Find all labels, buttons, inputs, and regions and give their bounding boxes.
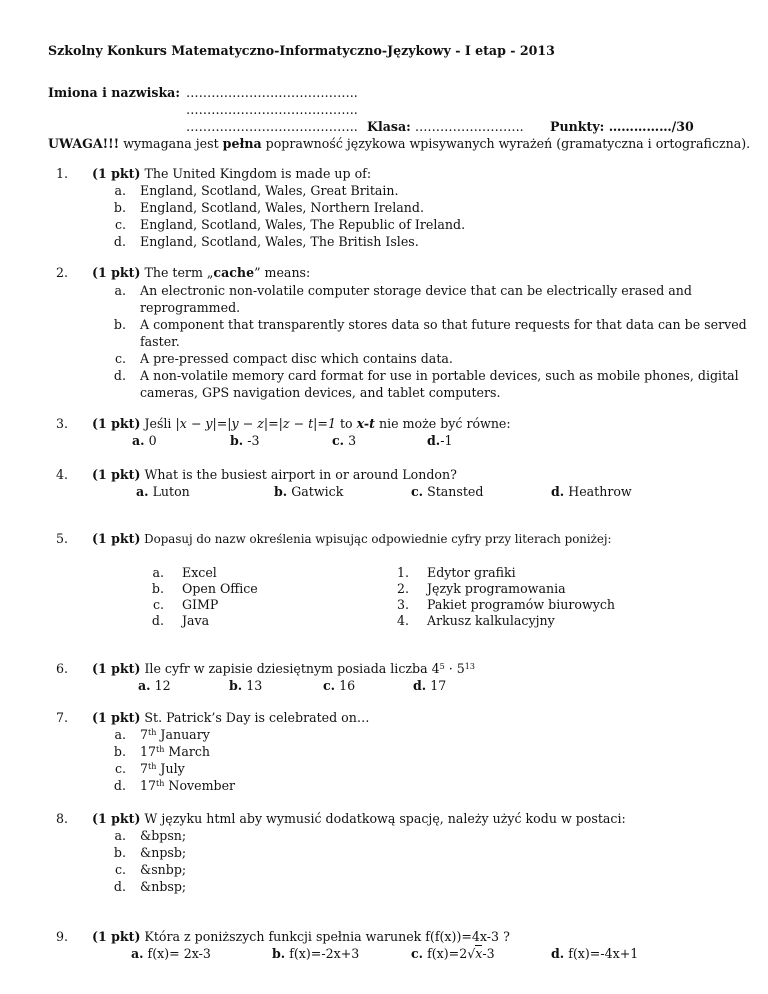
option-text: Open Office bbox=[182, 581, 258, 596]
exponent-1: 5 bbox=[439, 662, 445, 671]
question-number: 1. bbox=[55, 166, 68, 181]
question-number: 4. bbox=[55, 467, 68, 482]
points-tag: (1 pkt) bbox=[92, 265, 141, 280]
day: 17 bbox=[140, 778, 157, 793]
names-dots-line-3: ………………………………….. bbox=[186, 119, 358, 134]
option-text: England, Scotland, Wales, Great Britain. bbox=[140, 183, 399, 198]
option-text: England, Scotland, Wales, The British Isles. bbox=[140, 234, 419, 249]
question-body: St. Patrick’s Day is celebrated on… bbox=[140, 710, 370, 725]
ordinal-suffix: th bbox=[156, 779, 165, 788]
option-letter: b. bbox=[113, 744, 126, 759]
base-1: 4 bbox=[431, 661, 440, 676]
radicand: x bbox=[475, 946, 483, 961]
points-max: /30 bbox=[671, 119, 694, 134]
option-text: A component that transparently stores data so that future requests for that data can be served bbox=[140, 317, 747, 332]
option-text: 12 bbox=[154, 678, 171, 693]
option-letter: c. bbox=[411, 946, 424, 961]
option-text: 17 bbox=[430, 678, 447, 693]
question-number: 5. bbox=[55, 531, 68, 546]
question-body: What is the busiest airport in or around London? bbox=[144, 467, 457, 482]
question-number: 7. bbox=[55, 710, 68, 725]
option-letter: c. bbox=[114, 761, 126, 776]
base-2: 5 bbox=[456, 661, 465, 676]
question-number: 8. bbox=[55, 811, 68, 826]
question-text bbox=[92, 466, 457, 483]
option-d bbox=[551, 945, 638, 962]
option-letter: c. bbox=[152, 597, 164, 612]
notice bbox=[48, 135, 750, 152]
question-body: Ile cyfr w zapisie dziesiętnym posiada liczba bbox=[144, 661, 428, 676]
question-body: Jeśli bbox=[144, 416, 172, 431]
option-a bbox=[132, 432, 157, 449]
option-letter: d. bbox=[113, 234, 126, 249]
points-tag: (1 pkt) bbox=[92, 929, 141, 944]
option-text bbox=[140, 743, 210, 760]
notice-bold-2: pełna bbox=[222, 136, 262, 151]
option-text: &npsb; bbox=[140, 845, 187, 860]
notice-text-1: wymagana jest bbox=[123, 136, 219, 151]
class-field bbox=[367, 118, 524, 135]
day: 7 bbox=[140, 727, 149, 742]
option-text: Pakiet programów biurowych bbox=[427, 597, 616, 612]
option-letter: d. bbox=[551, 484, 565, 499]
option-letter: b. bbox=[274, 484, 288, 499]
option-text: Java bbox=[182, 613, 210, 628]
option-letter: d. bbox=[427, 433, 441, 448]
option-text: A pre-pressed compact disc which contains data. bbox=[140, 351, 453, 366]
option-letter: c. bbox=[114, 217, 126, 232]
option-text: 13 bbox=[246, 678, 263, 693]
option-letter: c. bbox=[323, 678, 336, 693]
option-a bbox=[138, 677, 171, 694]
option-letter: c. bbox=[411, 484, 424, 499]
option-letter: b. bbox=[272, 946, 286, 961]
option-d bbox=[551, 483, 632, 500]
question-text bbox=[92, 709, 369, 726]
question-text bbox=[92, 928, 510, 945]
option-c bbox=[323, 677, 355, 694]
option-text: &snbp; bbox=[140, 862, 187, 877]
option-letter: d. bbox=[151, 613, 164, 628]
option-letter: a. bbox=[138, 678, 151, 693]
class-dots: …………………….. bbox=[414, 119, 524, 134]
option-d bbox=[427, 432, 452, 449]
option-letter: d. bbox=[113, 368, 126, 383]
option-text: -1 bbox=[440, 433, 453, 448]
ordinal-suffix: th bbox=[148, 762, 157, 771]
option-text: &bpsn; bbox=[140, 828, 187, 843]
question-text bbox=[92, 415, 511, 432]
option-text: f(x)= 2x-3 bbox=[143, 946, 211, 961]
option-letter: a. bbox=[136, 484, 149, 499]
points-tag: (1 pkt) bbox=[92, 661, 141, 676]
month: January bbox=[160, 727, 210, 742]
option-letter: d. bbox=[551, 946, 565, 961]
question-body-end: ” means: bbox=[254, 265, 311, 280]
ordinal-suffix: th bbox=[148, 728, 157, 737]
option-text: Język programowania bbox=[427, 581, 566, 596]
names-label: Imiona i nazwiska: bbox=[48, 85, 180, 100]
option-text: Excel bbox=[182, 565, 217, 580]
option-letter: d. bbox=[113, 879, 126, 894]
page-title: Szkolny Konkurs Matematyczno-Informatyczno-Językowy - I etap - 2013 bbox=[48, 43, 555, 58]
option-text: Stansted bbox=[427, 484, 484, 499]
option-text: A non-volatile memory card format for use in portable devices, such as mobile phones, digital bbox=[140, 368, 739, 383]
formula-prefix: f(x)=2 bbox=[427, 946, 468, 961]
option-text: GIMP bbox=[182, 597, 219, 612]
option-letter: 2. bbox=[396, 581, 409, 596]
option-letter: b. bbox=[113, 317, 126, 332]
option-text: 0 bbox=[148, 433, 157, 448]
question-body: Dopasuj do nazw określenia wpisując odpowiednie cyfry przy literach poniżej: bbox=[144, 532, 612, 546]
option-letter: a. bbox=[131, 946, 144, 961]
option-letter: b. bbox=[113, 845, 126, 860]
multiply-dot: · bbox=[448, 661, 453, 676]
option-text: England, Scotland, Wales, The Republic of Ireland. bbox=[140, 217, 466, 232]
option-letter: a. bbox=[114, 283, 126, 298]
option-text: -3 bbox=[247, 433, 260, 448]
question-text bbox=[92, 810, 626, 827]
points-tag: (1 pkt) bbox=[92, 416, 141, 431]
question-text bbox=[92, 165, 371, 182]
month: November bbox=[168, 778, 236, 793]
option-text: 3 bbox=[348, 433, 357, 448]
option-text: &nbsp; bbox=[140, 879, 187, 894]
option-letter: 1. bbox=[396, 565, 409, 580]
option-text-cont: cameras, GPS navigation devices, and tablet computers. bbox=[140, 385, 501, 400]
option-text-cont: reprogrammed. bbox=[140, 300, 241, 315]
option-letter: b. bbox=[113, 200, 126, 215]
question-text bbox=[92, 660, 475, 677]
option-text: Gatwick bbox=[291, 484, 344, 499]
option-text: England, Scotland, Wales, Northern Ireland. bbox=[140, 200, 424, 215]
option-letter: a. bbox=[114, 828, 126, 843]
points-tag: (1 pkt) bbox=[92, 811, 141, 826]
option-b bbox=[229, 677, 262, 694]
exponent-2: 13 bbox=[464, 662, 475, 671]
question-number: 3. bbox=[55, 416, 68, 431]
day: 7 bbox=[140, 761, 149, 776]
question-body: The United Kingdom is made up of: bbox=[144, 166, 372, 181]
points-label: Punkty: bbox=[550, 119, 605, 134]
points-dots: …………… bbox=[608, 119, 672, 134]
option-text: An electronic non-volatile computer storage device that can be electrically erased and bbox=[140, 283, 692, 298]
notice-text-2: poprawność językowa wpisywanych wyrażeń (gramatyczna i ortograficzna). bbox=[265, 136, 751, 151]
option-text: 16 bbox=[339, 678, 356, 693]
question-body-mid: to bbox=[339, 416, 353, 431]
question-text bbox=[92, 264, 310, 281]
question-number: 6. bbox=[55, 661, 68, 676]
option-letter: c. bbox=[332, 433, 345, 448]
notice-bold: UWAGA!!! bbox=[48, 136, 120, 151]
option-text bbox=[427, 945, 495, 961]
option-letter: d. bbox=[113, 778, 126, 793]
option-letter: 3. bbox=[396, 597, 409, 612]
option-letter: b. bbox=[229, 678, 243, 693]
option-text-cont: faster. bbox=[140, 334, 180, 349]
option-b bbox=[272, 945, 359, 962]
option-letter: b. bbox=[151, 581, 164, 596]
option-letter: a. bbox=[132, 433, 145, 448]
option-b bbox=[230, 432, 260, 449]
option-letter: c. bbox=[114, 351, 126, 366]
names-dots-line-1: ………………………………….. bbox=[186, 85, 358, 100]
option-a bbox=[136, 483, 190, 500]
power-expression bbox=[432, 661, 475, 676]
option-c bbox=[411, 945, 495, 962]
option-text: Arkusz kalkulacyjny bbox=[427, 613, 555, 628]
option-letter: 4. bbox=[396, 613, 409, 628]
points-tag: (1 pkt) bbox=[92, 710, 141, 725]
names-dots-line-2: ………………………………….. bbox=[186, 102, 358, 117]
question-number: 9. bbox=[55, 929, 68, 944]
option-c bbox=[411, 483, 483, 500]
option-text: f(x)=-4x+1 bbox=[568, 946, 639, 961]
points-tag: (1 pkt) bbox=[92, 531, 141, 546]
ordinal-suffix: th bbox=[156, 745, 165, 754]
month: March bbox=[168, 744, 211, 759]
points-tag: (1 pkt) bbox=[92, 166, 141, 181]
option-text: Heathrow bbox=[568, 484, 632, 499]
term: cache bbox=[213, 265, 255, 280]
points-field bbox=[550, 118, 694, 135]
option-letter: a. bbox=[114, 727, 126, 742]
option-letter: a. bbox=[152, 565, 164, 580]
option-text: Luton bbox=[152, 484, 190, 499]
option-text bbox=[140, 777, 235, 794]
formula: |x − y|=|y − z|=|z − t|=1 bbox=[175, 416, 336, 431]
option-b bbox=[274, 483, 343, 500]
month: July bbox=[160, 761, 185, 776]
question-body: Która z poniższych funkcji spełnia warunek f(f(x))=4x-3 ? bbox=[140, 929, 510, 944]
option-letter: a. bbox=[114, 183, 126, 198]
option-letter: c. bbox=[114, 862, 126, 877]
option-letter: b. bbox=[230, 433, 244, 448]
option-text: Edytor grafiki bbox=[427, 565, 516, 580]
question-body-end: nie może być równe: bbox=[379, 416, 511, 431]
class-label: Klasa: bbox=[367, 119, 411, 134]
square-root-sign: √ bbox=[467, 946, 476, 961]
question-number: 2. bbox=[55, 265, 68, 280]
formula-suffix: -3 bbox=[482, 946, 495, 961]
option-text bbox=[140, 760, 185, 777]
day: 17 bbox=[140, 744, 157, 759]
option-c bbox=[332, 432, 356, 449]
option-text bbox=[140, 726, 210, 743]
variable: x-t bbox=[356, 416, 375, 431]
option-letter: d. bbox=[413, 678, 427, 693]
question-body: W języku html aby wymusić dodatkową spację, należy użyć kodu w postaci: bbox=[140, 811, 626, 826]
option-a bbox=[131, 945, 211, 962]
points-tag: (1 pkt) bbox=[92, 467, 141, 482]
option-d bbox=[413, 677, 446, 694]
option-text: f(x)=-2x+3 bbox=[289, 946, 360, 961]
question-text bbox=[92, 531, 612, 548]
question-body: The term „ bbox=[144, 265, 214, 280]
